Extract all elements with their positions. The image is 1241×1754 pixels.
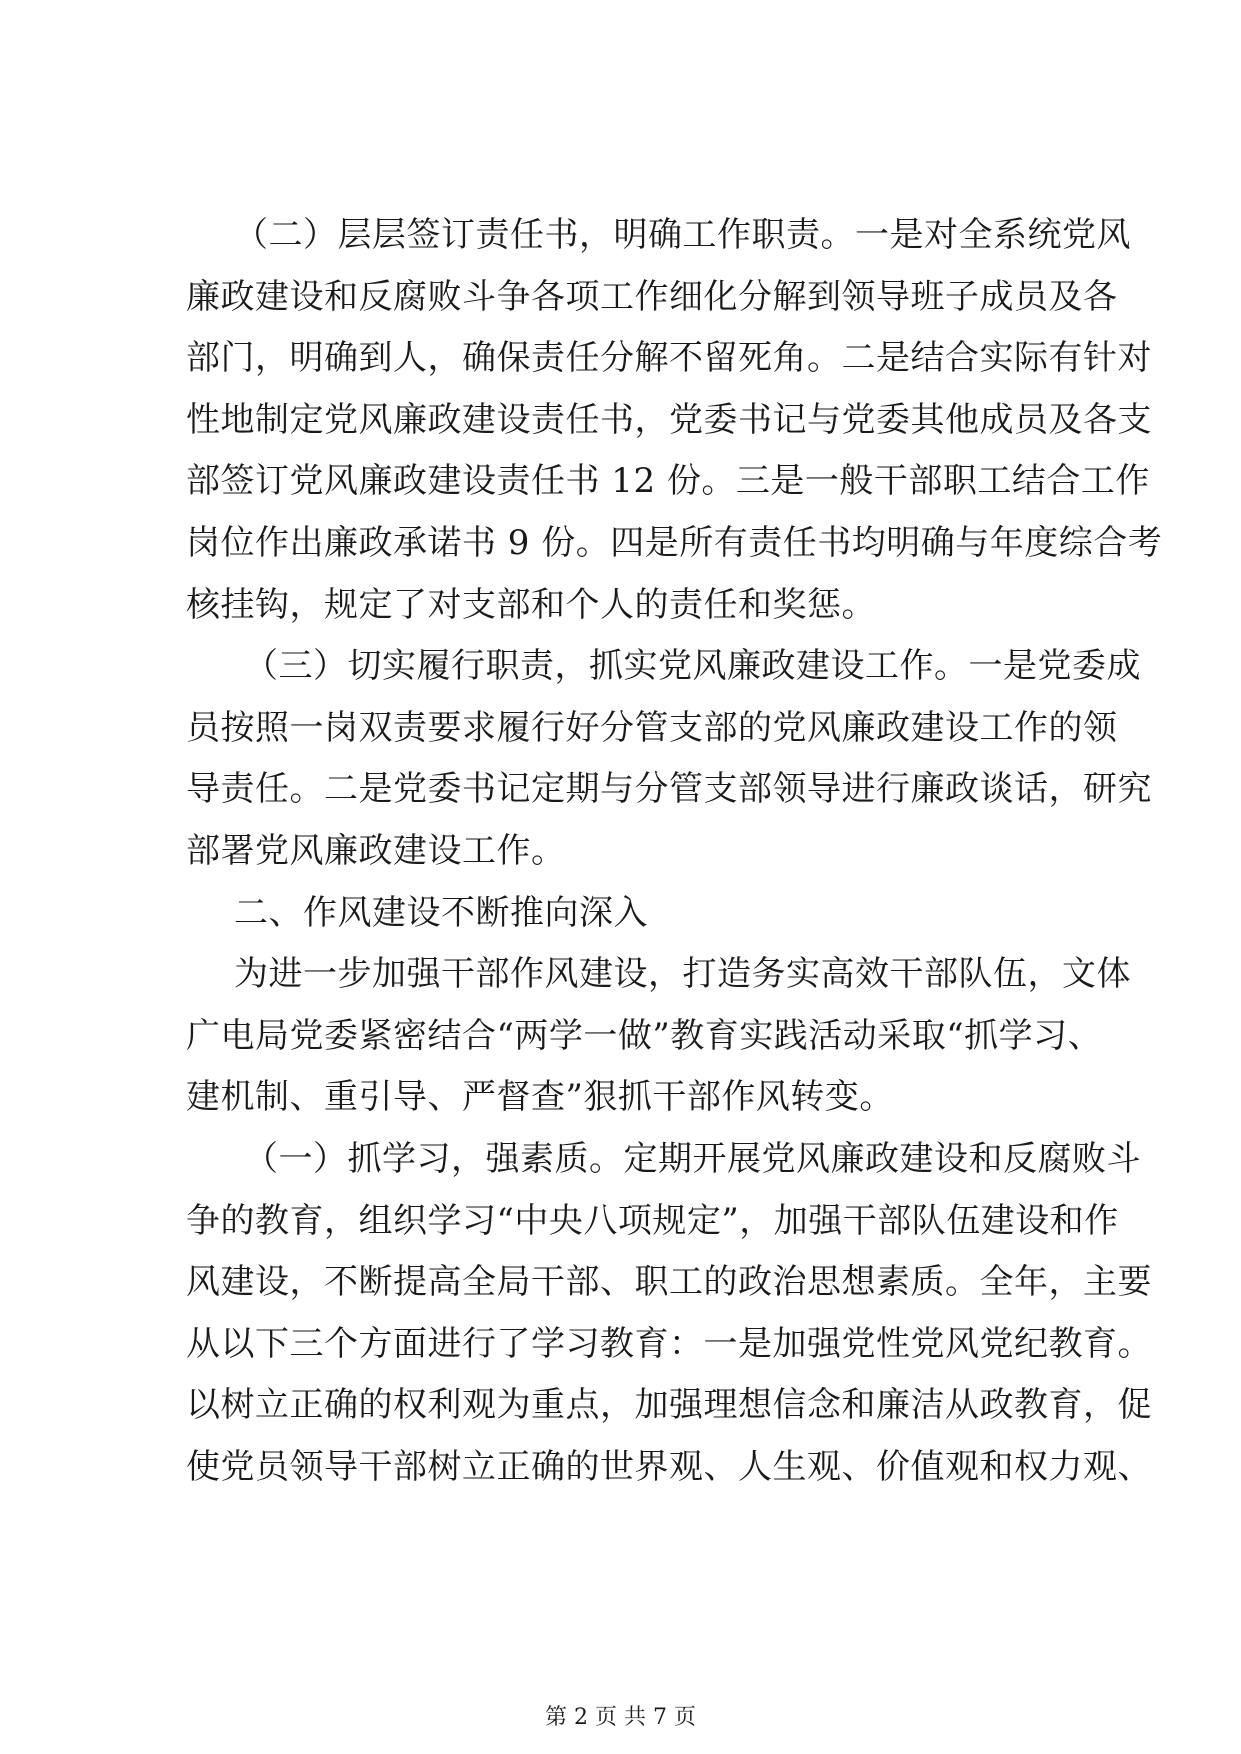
paragraph-line: （一）抓学习，强素质。定期开展党风廉政建设和反腐败斗 bbox=[244, 1138, 1141, 1179]
paragraph-line: （三）切实履行职责，抓实党风廉政建设工作。一是党委成 bbox=[244, 646, 1141, 687]
paragraph-line: 广电局党委紧密结合“两学一做”教育实践活动采取“抓学习、 bbox=[186, 1015, 1103, 1056]
paragraph-line: 使党员领导干部树立正确的世界观、人生观、价值观和权力观、 bbox=[186, 1446, 1152, 1487]
paragraph-line: 部署党风廉政建设工作。 bbox=[186, 830, 566, 871]
paragraph-line: 从以下三个方面进行了学习教育：一是加强党性党风党纪教育。 bbox=[186, 1323, 1152, 1364]
paragraph-line: 核挂钩，规定了对支部和个人的责任和奖惩。 bbox=[186, 584, 876, 625]
paragraph-line: 以树立正确的权利观为重点，加强理想信念和廉洁从政教育，促 bbox=[186, 1385, 1152, 1426]
paragraph-line: 性地制定党风廉政建设责任书，党委书记与党委其他成员及各支 bbox=[186, 399, 1152, 440]
paragraph-line: 风建设，不断提高全局干部、职工的政治思想素质。全年，主要 bbox=[186, 1262, 1152, 1303]
page-number-footer: 第 2 页 共 7 页 bbox=[545, 1705, 696, 1730]
paragraph-line: 为进一步加强干部作风建设，打造务实高效干部队伍，文体 bbox=[234, 954, 1131, 995]
document-body bbox=[186, 205, 1163, 1498]
paragraph-line: 导责任。二是党委书记定期与分管支部领导进行廉政谈话，研究 bbox=[186, 769, 1152, 810]
section-heading: 二、作风建设不断推向深入 bbox=[234, 892, 648, 933]
paragraph-line: 建机制、重引导、严督查”狠抓干部作风转变。 bbox=[186, 1077, 894, 1118]
paragraph-line: 员按照一岗双责要求履行好分管支部的党风廉政建设工作的领 bbox=[186, 707, 1118, 748]
paragraph-line: 部门，明确到人，确保责任分解不留死角。二是结合实际有针对 bbox=[186, 338, 1152, 379]
paragraph-line: 廉政建设和反腐败斗争各项工作细化分解到领导班子成员及各 bbox=[186, 276, 1118, 317]
paragraph-line: 部签订党风廉政建设责任书 12 份。三是一般干部职工结合工作 bbox=[186, 461, 1150, 502]
paragraph-line: （二）层层签订责任书，明确工作职责。一是对全系统党风 bbox=[234, 215, 1131, 255]
paragraph-line: 岗位作出廉政承诺书 9 份。四是所有责任书均明确与年度综合考 bbox=[186, 522, 1163, 563]
paragraph-line: 争的教育，组织学习“中央八项规定”，加强干部队伍建设和作 bbox=[186, 1200, 1119, 1241]
